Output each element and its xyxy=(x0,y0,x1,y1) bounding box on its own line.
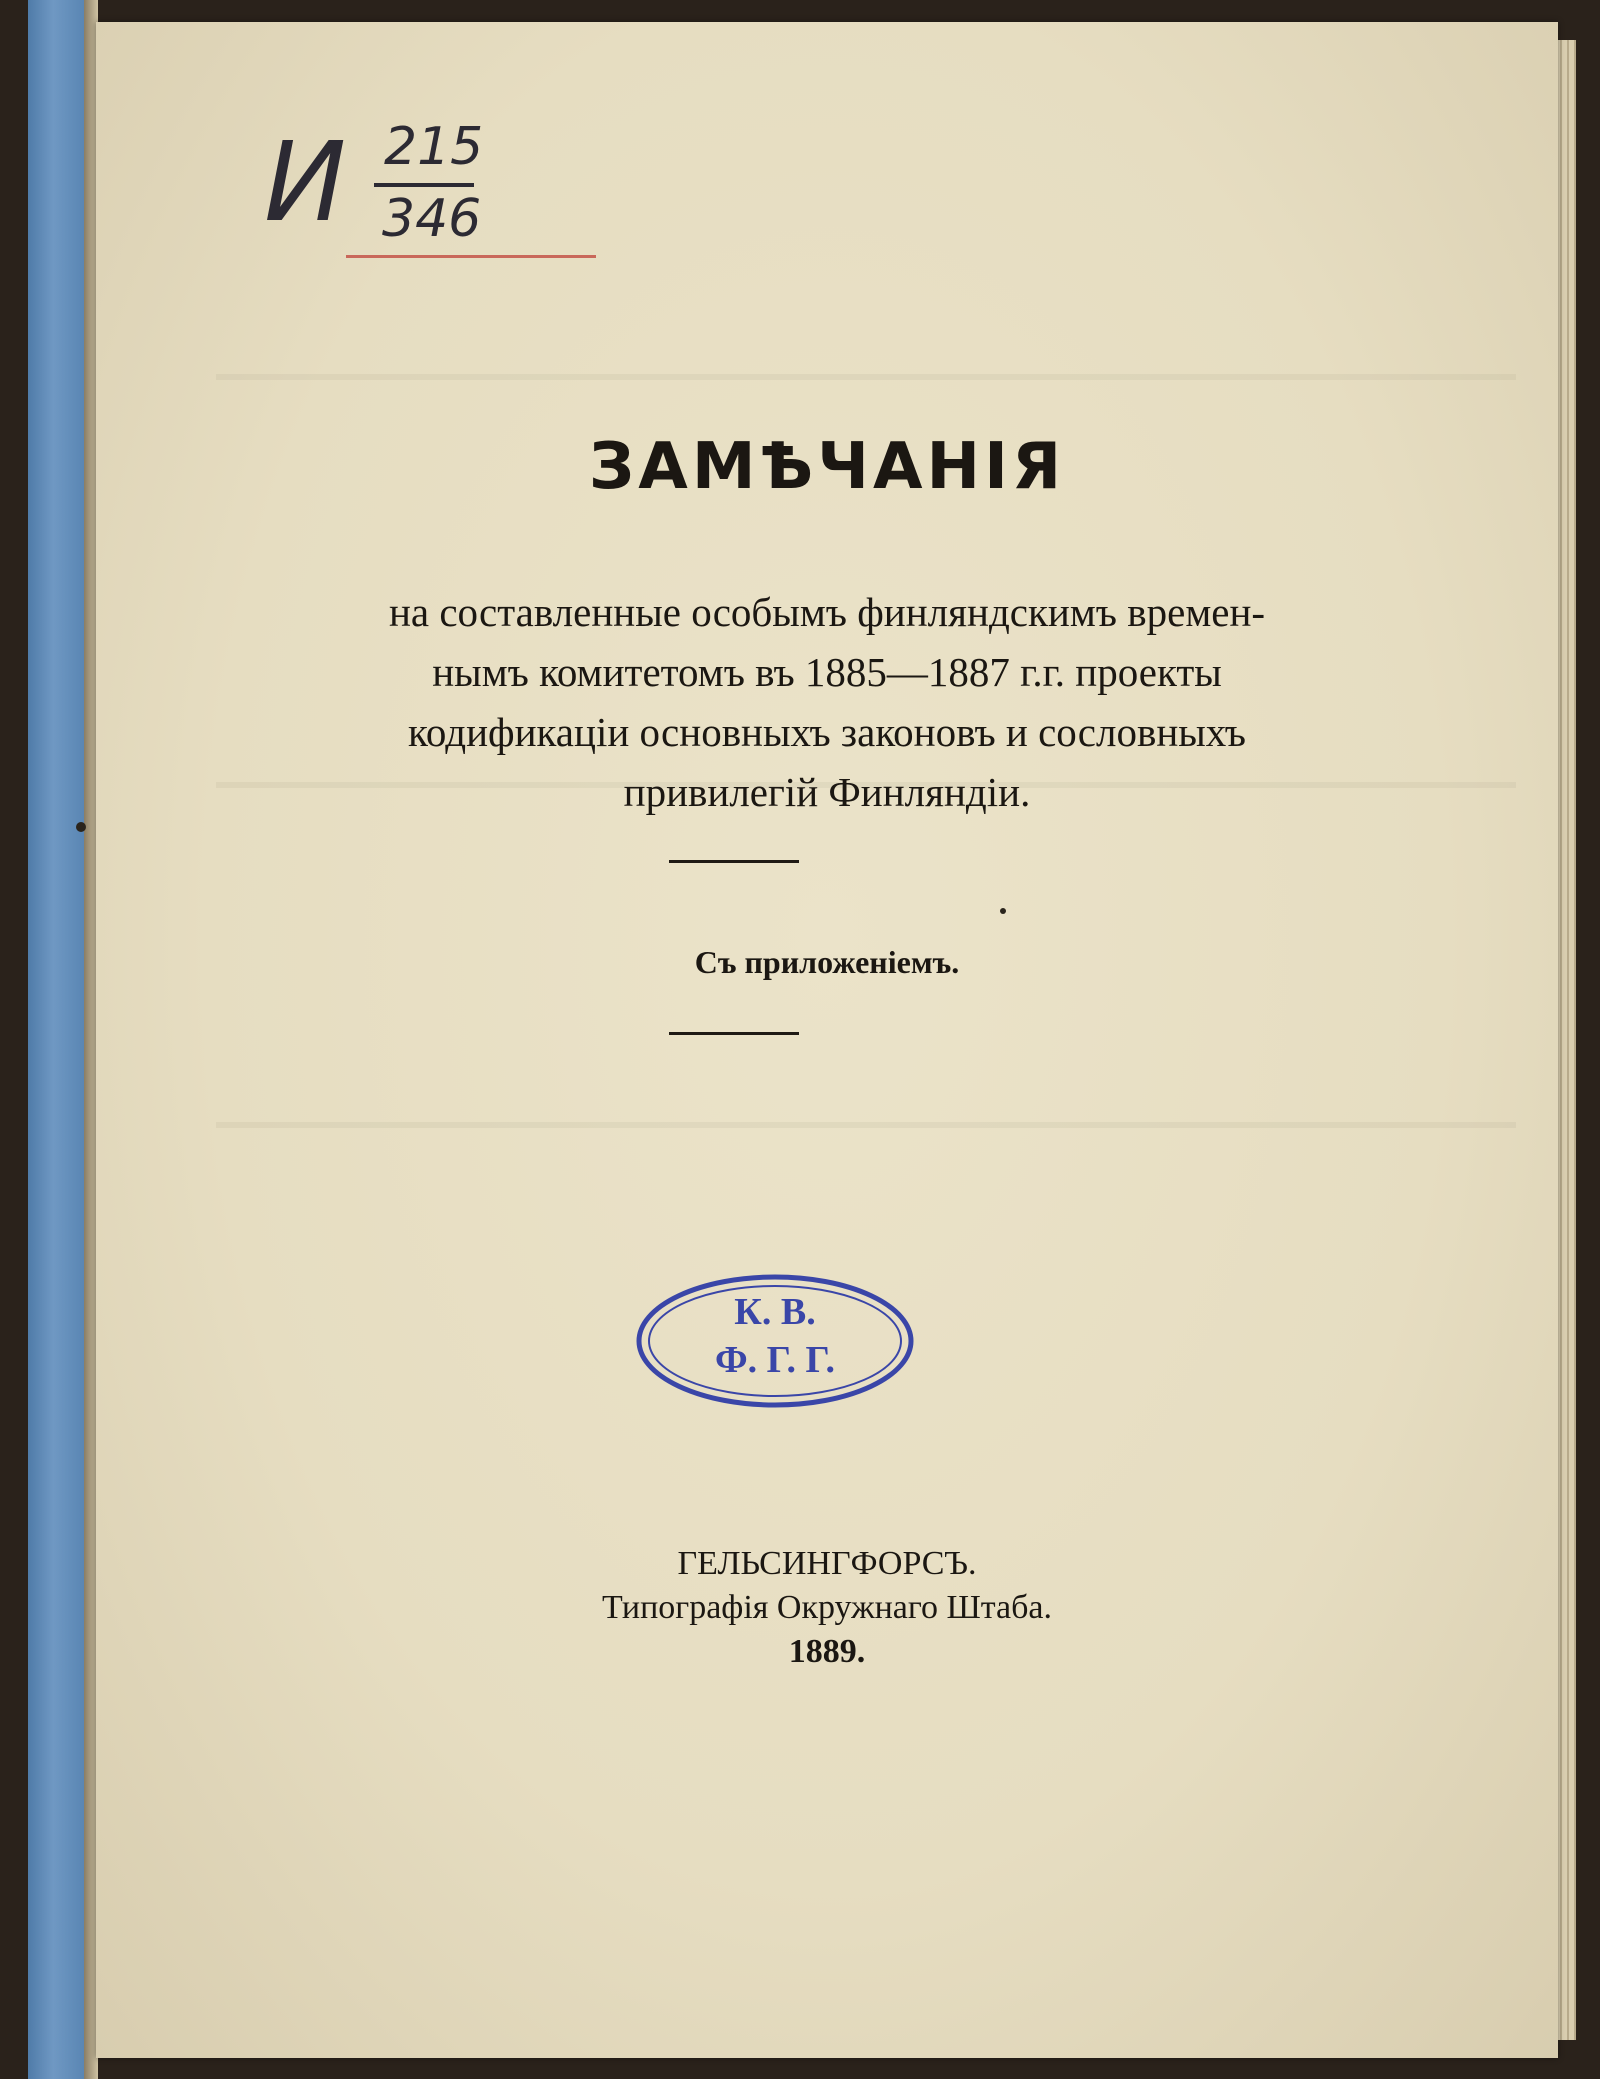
ink-spot xyxy=(76,822,86,832)
divider-rule xyxy=(669,1032,799,1035)
library-stamp xyxy=(634,1272,916,1410)
imprint-city: ГЕЛЬСИНГФОРСЪ. xyxy=(677,1545,977,1582)
shelfmark-letter: И xyxy=(264,118,347,246)
divider-rule xyxy=(669,860,799,863)
stamp-line: Ф. Г. Г. xyxy=(715,1339,835,1381)
bleed-through xyxy=(216,1122,1516,1128)
imprint-printer: Типографія Окружнаго Штаба. xyxy=(601,1589,1053,1626)
ink-spot xyxy=(1000,908,1006,914)
binding-strip xyxy=(28,0,84,2079)
page-title: ЗАМѢЧАНІЯ xyxy=(588,430,1066,504)
subtitle-line: нымъ комитетомъ въ 1885—1887 г.г. проекты xyxy=(432,649,1222,695)
imprint-year: 1889. xyxy=(788,1633,866,1670)
imprint xyxy=(96,1542,1558,1674)
stamp-line: К. В. xyxy=(734,1291,816,1333)
shelfmark xyxy=(264,117,604,267)
subtitle-line: кодификаціи основныхъ законовъ и сословныхъ xyxy=(408,709,1246,755)
pencil-underline xyxy=(346,255,596,258)
subtitle-line: привилегій Финляндіи. xyxy=(623,769,1031,815)
subtitle xyxy=(96,582,1558,822)
supplement-note: Съ приложеніемъ. xyxy=(694,944,960,980)
subtitle-line: на составленные особымъ финляндскимъ времен- xyxy=(388,589,1266,635)
bleed-through xyxy=(216,374,1516,380)
shelfmark-numerator: 215 xyxy=(384,117,484,177)
shelfmark-denominator: 346 xyxy=(382,189,482,249)
shelfmark-fraction-bar xyxy=(374,183,474,187)
title-page xyxy=(96,22,1558,2058)
